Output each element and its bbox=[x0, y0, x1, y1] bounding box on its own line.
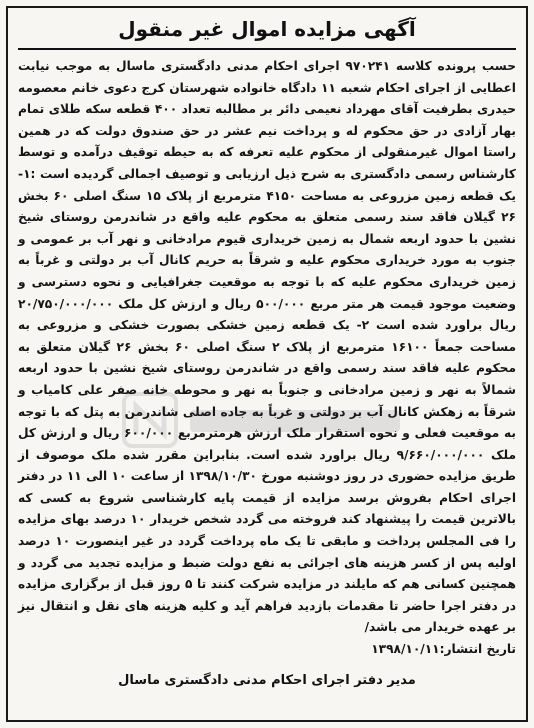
notice-body: حسب پرونده کلاسه ۹۷۰۲۴۱ اجرای احکام مدنی دادگستری ماسال به موجب نیابت اعطایی از اجرای احکام شعبه ۱۱ دادگاه خانواده شهرستان کرج دعوی خانم معصومه حیدری بطرفیت آقای مهرداد نعیمی دائر بر مطالبه تعداد ۴۰۰ قطعه سکه طلای تمام بهار آزادی در حق محکوم له و پرداخت نیم عشر در حق صندوق دولت که در همین راستا اموال غیرمنقولی از محکوم علیه تعرفه که به حیطه توقیف درآمده و توسط کارشناس رسمی دادگستری به شرح ذیل ارزیابی و توصیف اجمالی گردیده است :۱- یک قطعه زمین مزروعی به مساحت ۴۱۵۰ مترمربع از پلاک ۱۵ سنگ اصلی ۶۰ بخش ۲۶ گیلان فاقد سند رسمی متعلق به محکوم علیه واقع در شاندرمن روستای شیخ نشین با حدود اربعه شمال به زمین خریداری قیوم مرادخانی و نهر آب بر عمومی و جنوب به مورد خریداری محکوم علیه و شرقاً به حریم کانال آب بر دولتی و غرباً به زمین خریداری محکوم علیه که با توجه به موقعیت جغرافیایی و نحوه دسترسی و وضعیت موجود قیمت هر متر مربع ۵۰۰/۰۰۰ ریال و ارزش کل ملک ۲۰/۷۵۰/۰۰۰/۰۰۰ ریال براورد شده است ۲- یک قطعه زمین خشکی بصورت خشکی و مزروعی به مساحت جمعاً ۱۶۱۰۰ مترمربع از پلاک ۲ سنگ اصلی ۶۰ بخش ۲۶ گیلان متعلق به محکوم علیه فاقد سند رسمی واقع در شاندرمن روستای شیخ نشین با حدود اربعه شمالاً به نهر و زمین مرادخانی و جنوباً به نهر و محوطه خانه صفر علی کامیاب و شرقاً به زهکش کانال آب بر دولتی و غرباً به جاده اصلی شاندرمن به پتل که با توجه به موقعیت فعلی و نحوه استقرار ملک ارزش هرمترمربع ۶۰۰/۰۰۰ ریال و ارزش کل ملک ۹/۶۶۰/۰۰۰/۰۰۰ ریال براورد شده است. بنابراین مقرر شده ملک موصوف از طریق مزایده حضوری در روز دوشنبه مورخ ۱۳۹۸/۱۰/۳۰ از ساعت ۱۰ الی ۱۱ در دفتر اجرای احکام بفروش برسد مزایده از قیمت پایه کارشناسی شروع به کسی که بالاترین قیمت را پیشنهاد کند فروخته می گردد شخص خریدار ۱۰ درصد بهای مزایده را فی المجلس پرداخت و مابقی تا یک ماه پرداخت گردد در غیر اینصورت ۱۰ درصد اولیه پس از کسر هزینه های اجرائی به نفع دولت ضبط و مزایده تجدید می گردد و همچنین کسانی هم که مایلند در مزایده شرکت کنند تا ۵ روز قبل از برگزاری مزایده در دفتر اجرا حاضر تا مقدمات بازدید فراهم آید و کلیه هزینه های نقل و انتقال نیز بر عهده خریدار می باشد/ bbox=[18, 59, 517, 635]
notice-signature: مدیر دفتر اجرای احکام مدنی دادگستری ماسال bbox=[118, 672, 416, 688]
notice-frame bbox=[6, 6, 528, 722]
notice-title: آگهی مزایده اموال غیر منقول bbox=[118, 17, 416, 41]
publication-date: تاریخ انتشار:۱۳۹۸/۱۰/۱۱ bbox=[371, 642, 516, 657]
title-divider bbox=[18, 48, 516, 50]
